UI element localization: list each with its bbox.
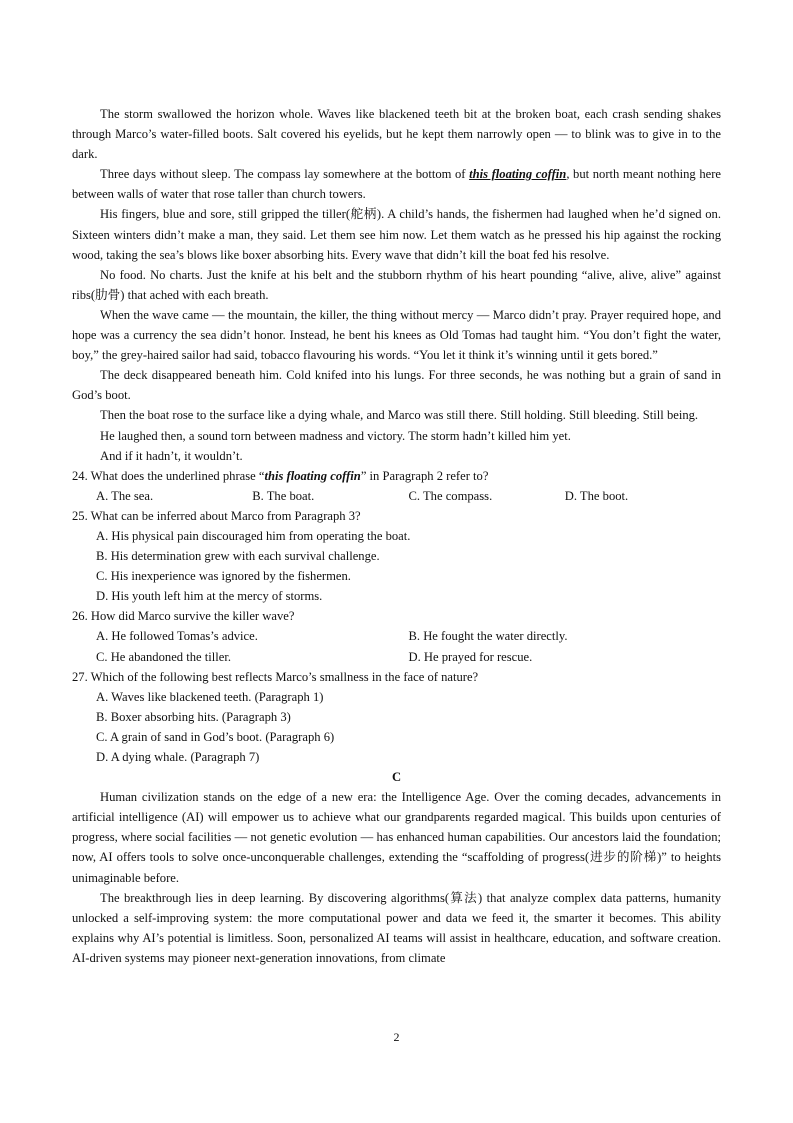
question-24-option-b: B. The boat. [252, 488, 315, 503]
story-paragraph-9: And if it hadn’t, it wouldn’t. [100, 448, 243, 463]
question-25-option-d: D. His youth left him at the mercy of storms. [96, 589, 323, 604]
section-heading-c: C [391, 770, 402, 785]
question-26-option-a: A. He followed Tomas’s advice. [96, 629, 258, 644]
question-27-option-c: C. A grain of sand in God’s boot. (Paragraph 6) [96, 729, 335, 744]
story-paragraph-2-end: , but north meant nothing here between walls of water that rose taller than church towers. [72, 167, 721, 202]
question-27-option-a: A. Waves like blackened teeth. (Paragraph 1) [96, 689, 324, 704]
question-26-option-b: B. He fought the water directly. [408, 629, 568, 644]
question-24-end: ” in Paragraph 2 refer to? [360, 468, 489, 483]
question-24-option-c: C. The compass. [408, 488, 493, 503]
page-number: 2 [393, 1030, 400, 1044]
story-paragraph-7: Then the boat rose to the surface like a dying whale, and Marco was still there. Still holding. Still bleeding. Still being. [100, 408, 699, 423]
question-25-option-c: C. His inexperience was ignored by the fishermen. [96, 569, 351, 584]
story-paragraph-5: When the wave came — the mountain, the killer, the thing without mercy — Marco didn’t pray. Prayer required hope, and hope was a currency the sea didn’t honor. Instead, he bent his knees as Old Tomas had taught him. “You don’t fight the water, boy,” the grey-haired sailor had said, tobacco flavouring his words. “You let it think it’s winning until it gets bored.” [72, 307, 721, 363]
question-24-option-d: D. The boot. [564, 488, 629, 503]
section-c-paragraph-2: The breakthrough lies in deep learning. By discovering algorithms(算法) that analyze complex data patterns, humanity unlocked a self-improving system: the more computational power and data we feed it, the smarter it becomes. This ability explains why AI’s potential is limitless. Soon, personalized AI teams will assist in healthcare, education, and software creation. AI-driven systems may pioneer next-generation innovations, from climate [72, 890, 721, 965]
story-paragraph-4: No food. No charts. Just the knife at his belt and the stubborn rhythm of his heart pounding “alive, alive, alive” against ribs(肋骨) that ached with each breath. [72, 267, 721, 302]
question-25-option-a: A. His physical pain discouraged him from operating the boat. [96, 528, 411, 543]
question-26: 26. How did Marco survive the killer wave? [72, 609, 295, 624]
underlined-phrase: this floating coffin [469, 167, 567, 182]
question-26-options-cd [72, 647, 721, 667]
question-27-option-d: D. A dying whale. (Paragraph 7) [96, 750, 260, 764]
question-24-options [72, 486, 721, 506]
question-26-option-c: C. He abandoned the tiller. [96, 649, 231, 664]
story-paragraph-8: He laughed then, a sound torn between madness and victory. The storm hadn’t killed him yet. [100, 428, 571, 443]
question-24 [72, 466, 721, 486]
question-25-option-b: B. His determination grew with each survival challenge. [96, 549, 380, 564]
question-26-options-ab [72, 626, 721, 646]
question-27: 27. Which of the following best reflects Marco’s smallness in the face of nature? [72, 669, 479, 684]
section-c-paragraph-1: Human civilization stands on the edge of a new era: the Intelligence Age. Over the coming decades, advancements in artificial intelligence (AI) will empower us to achieve what our grandparents regarded magical. This builds upon centuries of progress, where social facilities — not genetic evolution — has enhanced human capabilities. Our ancestors laid the foundation; now, AI offers tools to solve once-unconquerable challenges, extending the “scaffolding of progress(进步的阶梯)” to heights unimaginable before. [72, 790, 721, 885]
story-paragraph-2 [72, 164, 721, 204]
question-25: 25. What can be inferred about Marco from Paragraph 3? [72, 508, 361, 523]
question-24-option-a: A. The sea. [96, 488, 154, 503]
question-26-option-d: D. He prayed for rescue. [408, 649, 533, 664]
question-27-option-b: B. Boxer absorbing hits. (Paragraph 3) [96, 709, 291, 724]
story-paragraph-2-start: Three days without sleep. The compass lay somewhere at the bottom of [100, 167, 470, 182]
question-24-start: 24. What does the underlined phrase “ [72, 468, 265, 483]
question-24-phrase: this floating coffin [264, 468, 361, 483]
document-page [72, 104, 721, 968]
story-paragraph-3: His fingers, blue and sore, still gripped the tiller(舵柄). A child’s hands, the fishermen had laughed when he’d signed on. Sixteen winters didn’t make a man, they said. Let them see him now. Let them watch as he pressed his hip against the rocking wood, taking the sea’s blows like boxer absorbing hits. Every wave that didn’t kill the boat fed his resolve. [72, 207, 721, 262]
story-paragraph-6: The deck disappeared beneath him. Cold knifed into his lungs. For three seconds, he was nothing but a grain of sand in God’s boot. [72, 368, 721, 403]
story-paragraph-1: The storm swallowed the horizon whole. Waves like blackened teeth bit at the broken boat, each crash sending shakes through Marco’s water-filled boots. Salt covered his eyelids, but he kept them narrowly open — to blink was to give in to the dark. [72, 107, 721, 162]
